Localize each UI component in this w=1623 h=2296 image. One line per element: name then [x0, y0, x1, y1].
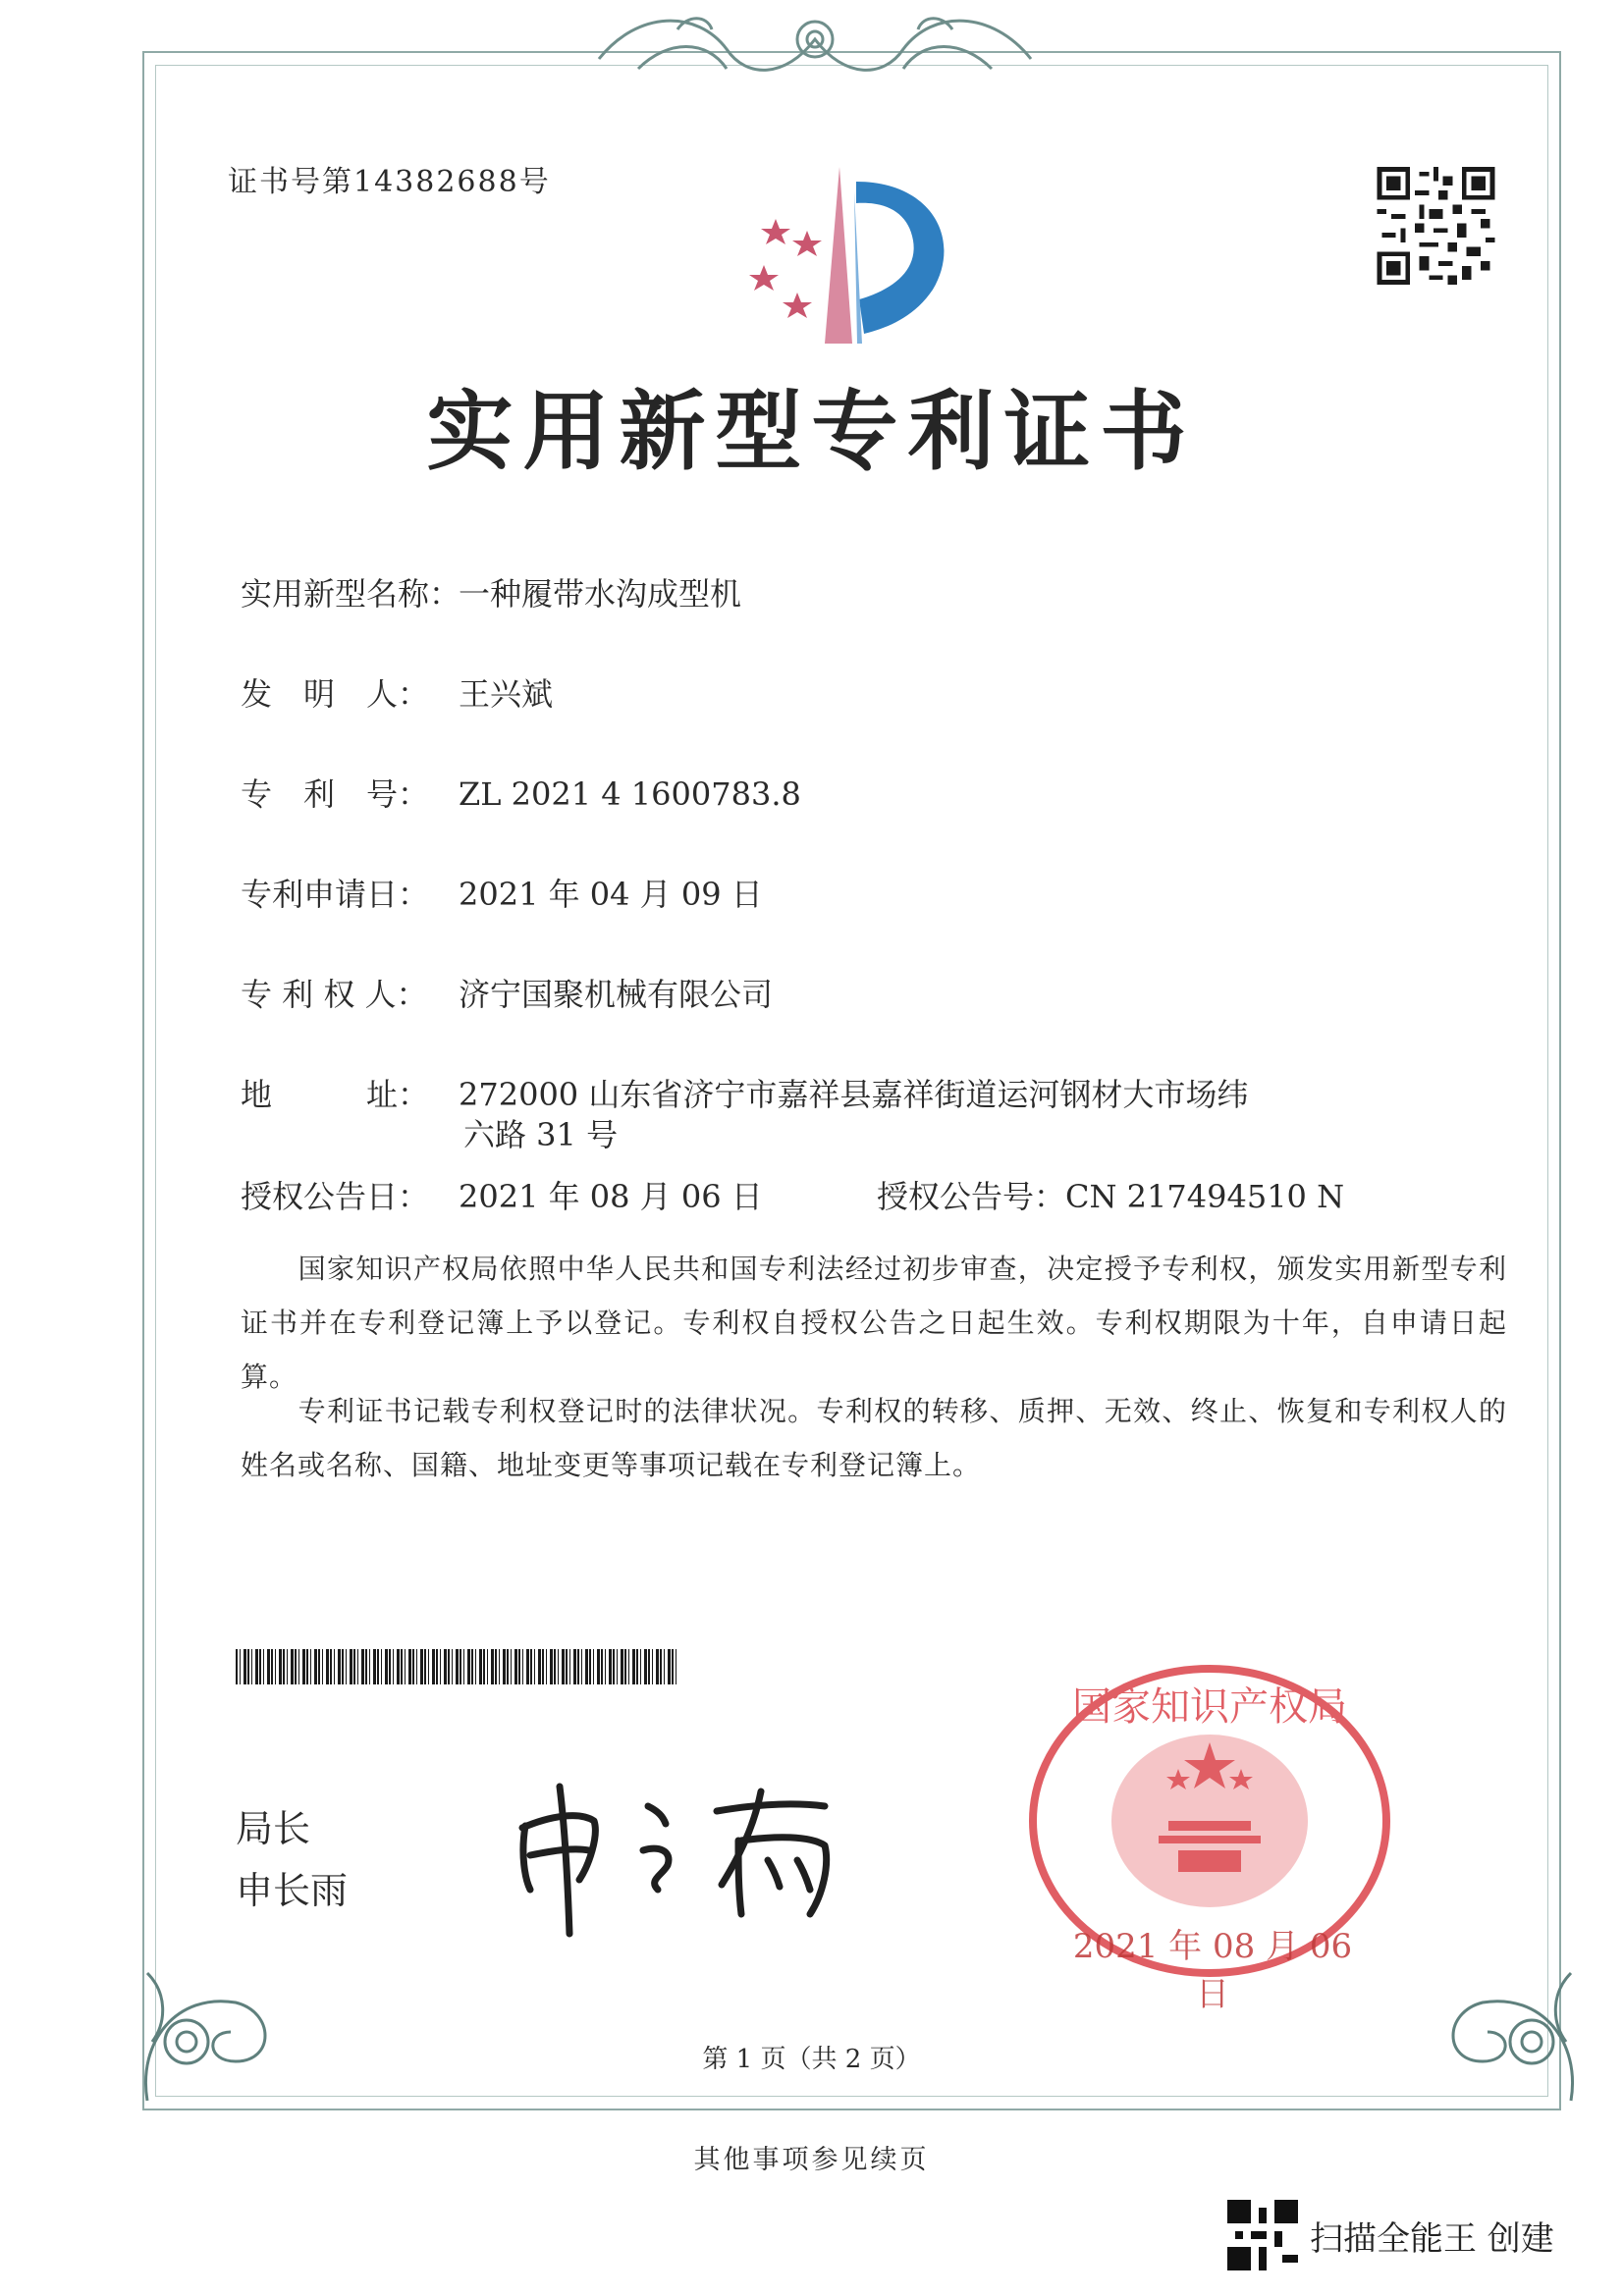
- qr-code-icon: [1375, 167, 1497, 285]
- field-value: 济宁国聚机械有限公司: [459, 976, 774, 1013]
- field-label: 地 址：: [241, 1076, 430, 1113]
- field-label: 专 利 号：: [241, 775, 430, 813]
- field-utility-model-name: [241, 569, 741, 614]
- field-value: 2021 年 04 月 09 日: [459, 876, 763, 913]
- field-label: 授权公告号：: [877, 1178, 1066, 1215]
- handwritten-signature: [511, 1767, 864, 1944]
- director-name: 申长雨: [236, 1869, 349, 1912]
- watermark-qr-icon: [1227, 2200, 1298, 2270]
- legal-paragraph-2: 专利证书记载专利权登记时的法律状况。专利权的转移、质押、无效、终止、恢复和专利权人的姓名或名称、国籍、地址变更等事项记载在专利登记簿上。: [241, 1395, 1507, 1481]
- seal-date: 2021 年 08 月 06 日: [1072, 1927, 1353, 2014]
- bottom-left-ornament: [128, 1953, 304, 2110]
- field-value: 272000 山东省济宁市嘉祥县嘉祥街道运河钢材大市场纬: [459, 1076, 1249, 1113]
- field-patent-number: [241, 770, 801, 815]
- bottom-right-ornament: [1414, 1953, 1591, 2110]
- director-title: 局长: [236, 1807, 311, 1850]
- field-label: 实用新型名称：: [241, 575, 461, 613]
- field-grant-date: [241, 1172, 763, 1217]
- field-address-line2: 六路 31 号: [463, 1116, 619, 1153]
- field-value: CN 217494510 N: [1065, 1178, 1345, 1215]
- field-label: 专 利 权 人：: [241, 976, 428, 1013]
- field-label: 发 明 人：: [241, 675, 430, 713]
- seal-text: 国家知识产权局: [1072, 1684, 1347, 1730]
- continued-note: 其他事项参见续页: [693, 2145, 930, 2175]
- cnipa-logo-icon: [736, 162, 992, 348]
- field-label: 专利申请日：: [241, 876, 430, 913]
- field-filing-date: [241, 870, 763, 915]
- field-value: 2021 年 08 月 06 日: [459, 1178, 763, 1215]
- barcode: [236, 1649, 679, 1684]
- field-patentee: [241, 970, 773, 1015]
- field-value: ZL 2021 4 1600783.8: [459, 775, 801, 813]
- legal-paragraph-1: 国家知识产权局依照中华人民共和国专利法经过初步审查，决定授予专利权，颁发实用新型专利证书并在专利登记簿上予以登记。专利权自授权公告之日起生效。专利权期限为十年，自申请日起算。: [241, 1253, 1507, 1393]
- scanner-watermark: [1227, 2206, 1554, 2265]
- field-label: 授权公告日：: [241, 1178, 430, 1215]
- top-ornament: [579, 0, 1051, 108]
- page-number: 第 1 页（共 2 页）: [702, 2045, 921, 2074]
- field-address: [241, 1070, 1248, 1115]
- field-gazette-number: [877, 1172, 1344, 1217]
- field-value: 一种履带水沟成型机: [459, 575, 742, 613]
- watermark-text: 扫描全能王 创建: [1310, 2218, 1554, 2259]
- certificate-title: 实用新型专利证书: [426, 380, 1197, 482]
- field-inventor: [241, 669, 553, 715]
- certificate-number: 证书号第14382688号: [228, 165, 551, 199]
- field-value: 王兴斌: [459, 675, 554, 713]
